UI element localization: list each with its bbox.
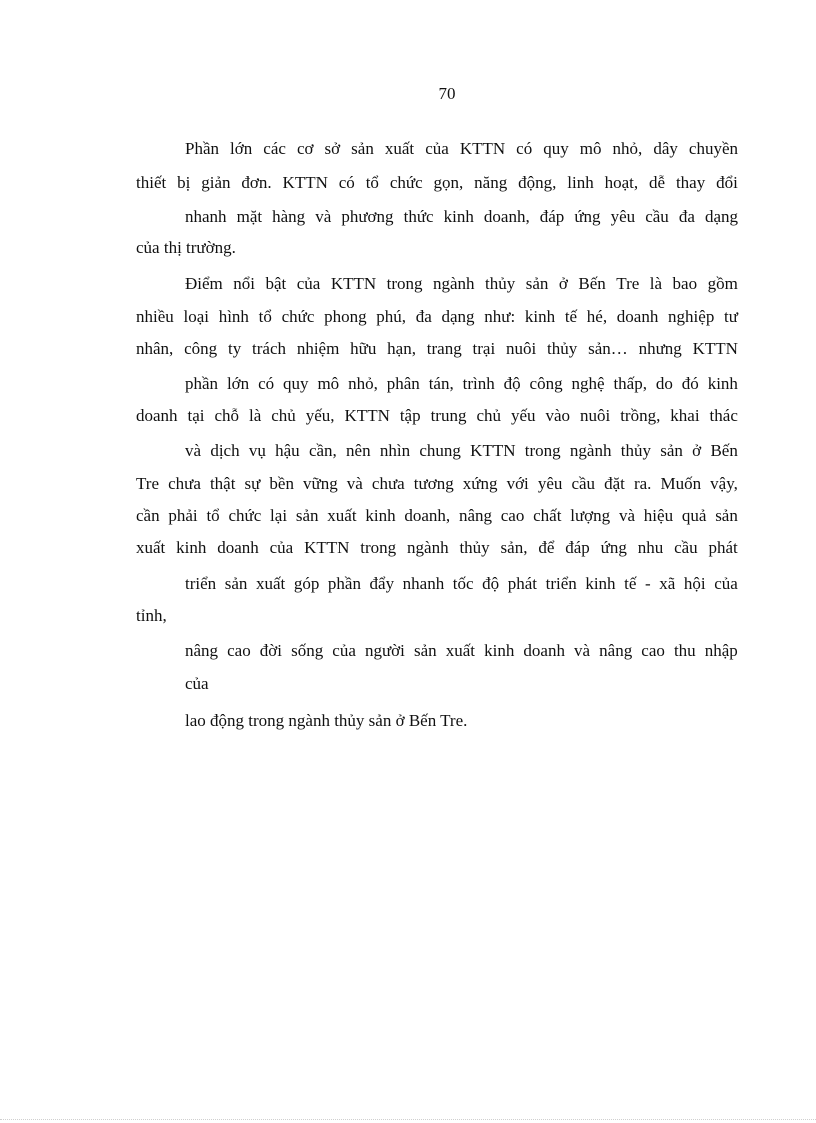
text-line-3: nhanh mặt hàng và phương thức kinh doanh, đáp ứng yêu cầu đa dạng xyxy=(185,207,738,226)
text-line-14: triển sản xuất góp phần đẩy nhanh tốc độ phát triển kinh tế - xã hội của xyxy=(185,574,738,593)
text-line-18: lao động trong ngành thủy sản ở Bến Tre. xyxy=(185,711,468,730)
page-bottom-border xyxy=(0,1119,816,1120)
text-line-11: Tre chưa thật sự bền vững và chưa tương xứng với yêu cầu đặt ra. Muốn vậy, xyxy=(136,474,738,493)
text-line-10: và dịch vụ hậu cần, nên nhìn chung KTTN trong ngành thủy sản ở Bến xyxy=(185,441,738,460)
text-line-17: của xyxy=(185,674,209,693)
text-line-9: doanh tại chỗ là chủ yếu, KTTN tập trung chủ yếu vào nuôi trồng, khai thác xyxy=(136,406,738,425)
text-line-12: cần phải tổ chức lại sản xuất kinh doanh, nâng cao chất lượng và hiệu quả sản xyxy=(136,506,738,525)
text-line-4: của thị trường. xyxy=(136,238,236,257)
text-line-1: Phần lớn các cơ sở sản xuất của KTTN có quy mô nhỏ, dây chuyền xyxy=(185,139,738,158)
text-line-2: thiết bị giản đơn. KTTN có tổ chức gọn, năng động, linh hoạt, dễ thay đổi xyxy=(136,173,738,192)
text-line-15: tỉnh, xyxy=(136,606,167,625)
text-line-16: nâng cao đời sống của người sản xuất kinh doanh và nâng cao thu nhập xyxy=(185,641,738,660)
text-line-7: nhân, công ty trách nhiệm hữu hạn, trang trại nuôi thủy sản… nhưng KTTN xyxy=(136,339,738,358)
text-line-8: phần lớn có quy mô nhỏ, phân tán, trình độ công nghệ thấp, do đó kinh xyxy=(185,374,738,393)
text-line-6: nhiều loại hình tổ chức phong phú, đa dạng như: kinh tế hé, doanh nghiệp tư xyxy=(136,307,738,326)
page-number: 70 xyxy=(438,84,456,103)
text-line-5: Điểm nổi bật của KTTN trong ngành thủy sản ở Bến Tre là bao gồm xyxy=(185,274,738,293)
text-line-13: xuất kinh doanh của KTTN trong ngành thủy sản, để đáp ứng nhu cầu phát xyxy=(136,538,738,557)
